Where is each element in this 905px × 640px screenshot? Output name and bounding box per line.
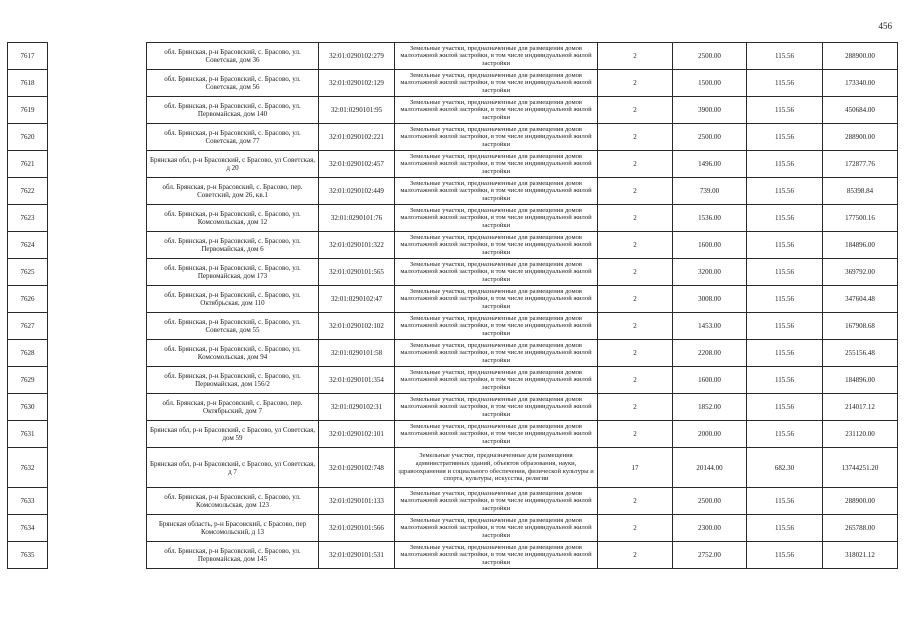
cell-record-number: 7624 — [8, 232, 48, 259]
cell-address: обл. Брянская, р-н Брасовский, с. Брасово, ул. Комсомольская, дом 12 — [147, 205, 319, 232]
table-row — [8, 488, 898, 515]
cell-record-number: 7634 — [8, 515, 48, 542]
table-body — [8, 43, 898, 569]
cell-address: обл. Брянская, р-н Брасовский, с. Брасово, ул. Советская, дом 36 — [147, 43, 319, 70]
cell-address: обл. Брянская, р-н Брасовский, с. Брасово, ул. Первомайская, дом 173 — [147, 259, 319, 286]
cell-specific-value: 115.56 — [747, 151, 823, 178]
cell-specific-value: 115.56 — [747, 488, 823, 515]
cell-specific-value: 115.56 — [747, 542, 823, 569]
cell-cadastral-number: 32:01:0290101:76 — [319, 205, 395, 232]
cell-cadastral-value: 13744251.20 — [823, 448, 898, 488]
cell-record-number: 7626 — [8, 286, 48, 313]
cell-cadastral-number: 32:01:0290101:354 — [319, 367, 395, 394]
cell-use-group: 2 — [598, 542, 673, 569]
cell-area: 3200.00 — [673, 259, 747, 286]
cell-use-group: 2 — [598, 259, 673, 286]
cell-use-group: 2 — [598, 394, 673, 421]
cell-empty-gap — [48, 421, 147, 448]
cell-record-number: 7623 — [8, 205, 48, 232]
cell-cadastral-value: 184896.00 — [823, 367, 898, 394]
cell-cadastral-value: 265788.00 — [823, 515, 898, 542]
cell-cadastral-value: 172877.76 — [823, 151, 898, 178]
table-row — [8, 178, 898, 205]
cell-cadastral-value: 288900.00 — [823, 124, 898, 151]
cell-address: Брянская обл, р-н Брасовский, с Брасово, ул Советская, д 20 — [147, 151, 319, 178]
cell-record-number: 7635 — [8, 542, 48, 569]
cell-specific-value: 115.56 — [747, 232, 823, 259]
cell-cadastral-value: 288900.00 — [823, 488, 898, 515]
cell-cadastral-number: 32:01:0290102:31 — [319, 394, 395, 421]
table-row — [8, 259, 898, 286]
cell-use-group: 2 — [598, 313, 673, 340]
cell-specific-value: 115.56 — [747, 515, 823, 542]
cell-address: Брянская обл, р-н Брасовский, с Брасово, ул Советская, д 7 — [147, 448, 319, 488]
cell-empty-gap — [48, 151, 147, 178]
cell-specific-value: 115.56 — [747, 259, 823, 286]
cell-record-number: 7631 — [8, 421, 48, 448]
cell-area: 2500.00 — [673, 43, 747, 70]
cell-land-use-type: Земельные участки, предназначенные для размещения домов малоэтажной жилой застройки, в том числе индивидуальной жилой застройки — [395, 97, 598, 124]
table-row — [8, 124, 898, 151]
cell-cadastral-value: 173340.00 — [823, 70, 898, 97]
cell-use-group: 2 — [598, 232, 673, 259]
cell-empty-gap — [48, 488, 147, 515]
cell-cadastral-number: 32:01:0290102:129 — [319, 70, 395, 97]
cell-land-use-type: Земельные участки, предназначенные для размещения домов малоэтажной жилой застройки, в том числе индивидуальной жилой застройки — [395, 367, 598, 394]
cell-address: обл. Брянская, р-н Брасовский, с. Брасово, ул. Первомайская, дом 6 — [147, 232, 319, 259]
cell-cadastral-number: 32:01:0290101:58 — [319, 340, 395, 367]
cell-cadastral-number: 32:01:0290101:133 — [319, 488, 395, 515]
cell-cadastral-value: 214017.12 — [823, 394, 898, 421]
cell-area: 739.00 — [673, 178, 747, 205]
cell-specific-value: 115.56 — [747, 421, 823, 448]
cell-use-group: 2 — [598, 43, 673, 70]
cell-land-use-type: Земельные участки, предназначенные для размещения домов малоэтажной жилой застройки, в том числе индивидуальной жилой застройки — [395, 178, 598, 205]
table-row — [8, 448, 898, 488]
cell-address: обл. Брянская, р-н Брасовский, с. Брасово, ул. Первомайская, дом 145 — [147, 542, 319, 569]
cell-area: 1600.00 — [673, 367, 747, 394]
cell-empty-gap — [48, 124, 147, 151]
cadastral-value-table — [7, 42, 898, 569]
cell-area: 1496.00 — [673, 151, 747, 178]
cell-land-use-type: Земельные участки, предназначенные для размещения домов малоэтажной жилой застройки, в том числе индивидуальной жилой застройки — [395, 259, 598, 286]
cell-specific-value: 115.56 — [747, 70, 823, 97]
cell-use-group: 2 — [598, 515, 673, 542]
cell-cadastral-value: 177500.16 — [823, 205, 898, 232]
table-row — [8, 232, 898, 259]
table-row — [8, 394, 898, 421]
cell-specific-value: 115.56 — [747, 97, 823, 124]
cell-record-number: 7630 — [8, 394, 48, 421]
table-row — [8, 367, 898, 394]
cell-cadastral-number: 32:01:0290101:95 — [319, 97, 395, 124]
cell-cadastral-number: 32:01:0290102:101 — [319, 421, 395, 448]
cell-cadastral-number: 32:01:0290102:102 — [319, 313, 395, 340]
cell-area: 2208.00 — [673, 340, 747, 367]
cell-area: 2752.00 — [673, 542, 747, 569]
cell-specific-value: 115.56 — [747, 178, 823, 205]
cell-cadastral-value: 288900.00 — [823, 43, 898, 70]
cell-cadastral-number: 32:01:0290102:221 — [319, 124, 395, 151]
table-row — [8, 313, 898, 340]
cell-empty-gap — [48, 259, 147, 286]
cell-area: 1852.00 — [673, 394, 747, 421]
cell-address: обл. Брянская, р-н Брасовский, с. Брасово, пер. Октябрьский, дом 7 — [147, 394, 319, 421]
cell-cadastral-value: 184896.00 — [823, 232, 898, 259]
cell-address: обл. Брянская, р-н Брасовский, с. Брасово, ул. Комсомольская, дом 123 — [147, 488, 319, 515]
cell-cadastral-number: 32:01:0290101:566 — [319, 515, 395, 542]
cell-cadastral-number: 32:01:0290102:47 — [319, 286, 395, 313]
cell-area: 2300.00 — [673, 515, 747, 542]
cell-use-group: 2 — [598, 286, 673, 313]
cell-use-group: 2 — [598, 367, 673, 394]
cell-land-use-type: Земельные участки, предназначенные для размещения домов малоэтажной жилой застройки, в том числе индивидуальной жилой застройки — [395, 515, 598, 542]
cell-land-use-type: Земельные участки, предназначенные для размещения домов малоэтажной жилой застройки, в том числе индивидуальной жилой застройки — [395, 421, 598, 448]
cell-land-use-type: Земельные участки, предназначенные для размещения домов малоэтажной жилой застройки, в том числе индивидуальной жилой застройки — [395, 205, 598, 232]
cell-use-group: 2 — [598, 151, 673, 178]
cell-address: обл. Брянская, р-н Брасовский, с. Брасово, ул. Первомайская, дом 156/2 — [147, 367, 319, 394]
cell-record-number: 7633 — [8, 488, 48, 515]
cell-area: 2000.00 — [673, 421, 747, 448]
cell-empty-gap — [48, 448, 147, 488]
cell-land-use-type: Земельные участки, предназначенные для размещения домов малоэтажной жилой застройки, в том числе индивидуальной жилой застройки — [395, 340, 598, 367]
cell-specific-value: 115.56 — [747, 205, 823, 232]
cell-record-number: 7632 — [8, 448, 48, 488]
cell-use-group: 2 — [598, 340, 673, 367]
cell-land-use-type: Земельные участки, предназначенные для размещения домов малоэтажной жилой застройки, в том числе индивидуальной жилой застройки — [395, 488, 598, 515]
cell-empty-gap — [48, 515, 147, 542]
cell-area: 1453.00 — [673, 313, 747, 340]
cell-cadastral-number: 32:01:0290102:457 — [319, 151, 395, 178]
cell-cadastral-number: 32:01:0290101:531 — [319, 542, 395, 569]
table-row — [8, 70, 898, 97]
cell-cadastral-number: 32:01:0290102:748 — [319, 448, 395, 488]
cell-area: 3900.00 — [673, 97, 747, 124]
table-row — [8, 151, 898, 178]
cell-land-use-type: Земельные участки, предназначенные для размещения домов малоэтажной жилой застройки, в том числе индивидуальной жилой застройки — [395, 151, 598, 178]
table-row — [8, 421, 898, 448]
cell-empty-gap — [48, 232, 147, 259]
cell-cadastral-value: 167908.68 — [823, 313, 898, 340]
cell-record-number: 7617 — [8, 43, 48, 70]
cell-land-use-type: Земельные участки, предназначенные для размещения домов малоэтажной жилой застройки, в том числе индивидуальной жилой застройки — [395, 70, 598, 97]
cell-address: обл. Брянская, р-н Брасовский, с. Брасово, ул. Советская, дом 56 — [147, 70, 319, 97]
cell-empty-gap — [48, 367, 147, 394]
cell-record-number: 7620 — [8, 124, 48, 151]
cell-land-use-type: Земельные участки, предназначенные для размещения административных зданий, объектов образования, науки, здравоохранения и социального обеспечения, физической культуры и спорта, культуры, искусства, религии — [395, 448, 598, 488]
cell-land-use-type: Земельные участки, предназначенные для размещения домов малоэтажной жилой застройки, в том числе индивидуальной жилой застройки — [395, 124, 598, 151]
cell-land-use-type: Земельные участки, предназначенные для размещения домов малоэтажной жилой застройки, в том числе индивидуальной жилой застройки — [395, 232, 598, 259]
cell-specific-value: 115.56 — [747, 367, 823, 394]
cell-area: 2500.00 — [673, 488, 747, 515]
cell-address: обл. Брянская, р-н Брасовский, с. Брасово, ул. Первомайская, дом 140 — [147, 97, 319, 124]
cell-use-group: 2 — [598, 124, 673, 151]
page-number: 456 — [878, 21, 892, 31]
cell-area: 1536.00 — [673, 205, 747, 232]
cell-specific-value: 682.30 — [747, 448, 823, 488]
cell-land-use-type: Земельные участки, предназначенные для размещения домов малоэтажной жилой застройки, в том числе индивидуальной жилой застройки — [395, 394, 598, 421]
cell-specific-value: 115.56 — [747, 124, 823, 151]
cell-empty-gap — [48, 542, 147, 569]
cell-use-group: 17 — [598, 448, 673, 488]
cell-specific-value: 115.56 — [747, 43, 823, 70]
cell-use-group: 2 — [598, 205, 673, 232]
cell-use-group: 2 — [598, 178, 673, 205]
cell-area: 1500.00 — [673, 70, 747, 97]
cell-address: обл. Брянская, р-н Брасовский, с. Брасово, ул. Советская, дом 77 — [147, 124, 319, 151]
cell-record-number: 7629 — [8, 367, 48, 394]
cell-address: Брянская обл, р-н Брасовский, с Брасово, ул Советская, дом 59 — [147, 421, 319, 448]
cell-cadastral-value: 85398.84 — [823, 178, 898, 205]
cell-use-group: 2 — [598, 70, 673, 97]
cell-land-use-type: Земельные участки, предназначенные для размещения домов малоэтажной жилой застройки, в том числе индивидуальной жилой застройки — [395, 542, 598, 569]
cell-record-number: 7619 — [8, 97, 48, 124]
table-row — [8, 515, 898, 542]
cell-address: обл. Брянская, р-н Брасовский, с. Брасово, ул. Октябрьская, дом 110 — [147, 286, 319, 313]
cell-address: обл. Брянская, р-н Брасовский, с. Брасово, ул. Комсомольская, дом 94 — [147, 340, 319, 367]
cell-area: 3008.00 — [673, 286, 747, 313]
table-row — [8, 43, 898, 70]
cell-empty-gap — [48, 70, 147, 97]
cell-address: обл. Брянская, р-н Брасовский, с. Брасово, пер. Советский, дом 26, кв.1 — [147, 178, 319, 205]
cell-empty-gap — [48, 286, 147, 313]
cell-empty-gap — [48, 97, 147, 124]
cell-empty-gap — [48, 43, 147, 70]
table-row — [8, 286, 898, 313]
cell-area: 20144.00 — [673, 448, 747, 488]
cell-empty-gap — [48, 340, 147, 367]
cell-empty-gap — [48, 394, 147, 421]
cell-empty-gap — [48, 313, 147, 340]
cell-cadastral-number: 32:01:0290101:322 — [319, 232, 395, 259]
cell-cadastral-value: 255156.48 — [823, 340, 898, 367]
cell-cadastral-number: 32:01:0290102:279 — [319, 43, 395, 70]
cell-cadastral-value: 450684.00 — [823, 97, 898, 124]
cell-land-use-type: Земельные участки, предназначенные для размещения домов малоэтажной жилой застройки, в том числе индивидуальной жилой застройки — [395, 43, 598, 70]
cell-address: Брянская область, р-н Брасовский, с Брасово, пер Комсомольский, д 13 — [147, 515, 319, 542]
cell-record-number: 7621 — [8, 151, 48, 178]
cell-record-number: 7625 — [8, 259, 48, 286]
cell-use-group: 2 — [598, 488, 673, 515]
cell-use-group: 2 — [598, 97, 673, 124]
cell-specific-value: 115.56 — [747, 340, 823, 367]
cell-record-number: 7618 — [8, 70, 48, 97]
cell-address: обл. Брянская, р-н Брасовский, с. Брасово, ул. Советская, дом 55 — [147, 313, 319, 340]
cell-empty-gap — [48, 205, 147, 232]
cell-cadastral-value: 231120.00 — [823, 421, 898, 448]
table-row — [8, 97, 898, 124]
cell-record-number: 7627 — [8, 313, 48, 340]
cell-empty-gap — [48, 178, 147, 205]
cell-specific-value: 115.56 — [747, 394, 823, 421]
cell-cadastral-value: 369792.00 — [823, 259, 898, 286]
table-row — [8, 340, 898, 367]
cell-cadastral-number: 32:01:0290101:565 — [319, 259, 395, 286]
cell-specific-value: 115.56 — [747, 313, 823, 340]
cell-use-group: 2 — [598, 421, 673, 448]
cell-area: 2500.00 — [673, 124, 747, 151]
cell-record-number: 7628 — [8, 340, 48, 367]
cell-record-number: 7622 — [8, 178, 48, 205]
cell-specific-value: 115.56 — [747, 286, 823, 313]
cell-land-use-type: Земельные участки, предназначенные для размещения домов малоэтажной жилой застройки, в том числе индивидуальной жилой застройки — [395, 286, 598, 313]
cell-cadastral-value: 347604.48 — [823, 286, 898, 313]
cell-cadastral-value: 318021.12 — [823, 542, 898, 569]
cell-area: 1600.00 — [673, 232, 747, 259]
cell-land-use-type: Земельные участки, предназначенные для размещения домов малоэтажной жилой застройки, в том числе индивидуальной жилой застройки — [395, 313, 598, 340]
table-row — [8, 205, 898, 232]
table-row — [8, 542, 898, 569]
cell-cadastral-number: 32:01:0290102:449 — [319, 178, 395, 205]
